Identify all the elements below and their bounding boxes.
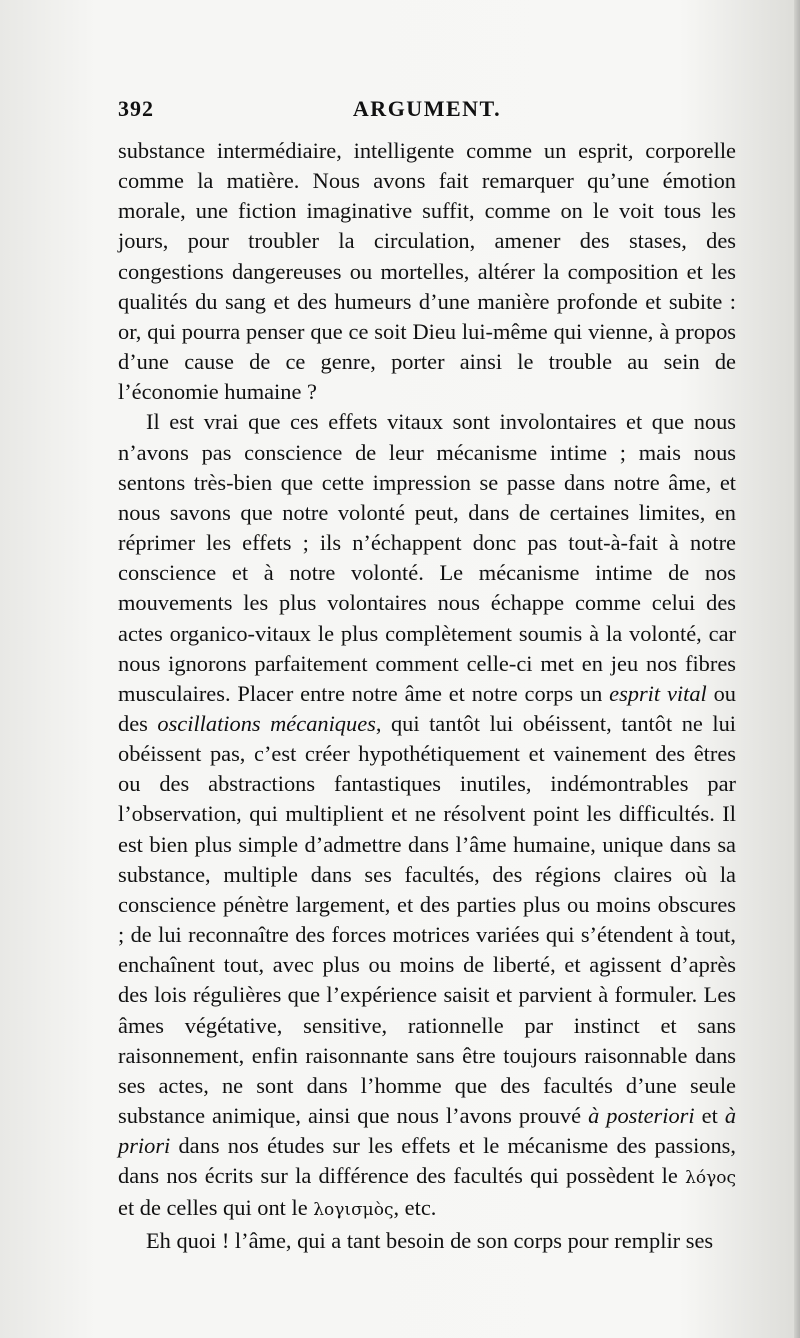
text-run: dans nos études sur les effets et le mécanisme des passions, dans nos écrits sur la différence des facultés qui possèdent le <box>118 1133 736 1189</box>
page-header <box>118 96 736 136</box>
paragraph-effets-vitaux <box>118 407 736 1225</box>
text-run: Il est vrai que ces effets vitaux sont involontaires et que nous n’avons pas conscience de leur mécanisme intime ; mais nous sentons très-bien que cette impression se passe dans notre âme, et nous savons que notre volonté peut, dans de certaines limites, en réprimer les effets ; ils n’échappent donc pas tout-à-fait à notre conscience et à notre volonté. Le mécanisme intime de nos mouvements les plus volontaires nous échappe comme celui des actes organico-vitaux le plus complètement soumis à la volonté, car nous ignorons parfaitement comment celle-ci met en jeu nos fibres musculaires. Placer entre notre âme et notre corps un <box>118 409 736 706</box>
italic-esprit-vital: esprit vital <box>609 680 707 706</box>
page-edge-shadow <box>794 0 800 1338</box>
body-text <box>118 136 736 1256</box>
greek-logismos: λογισμὸς <box>313 1200 394 1221</box>
text-run: , qui tantôt lui obéissent, tantôt ne lui obéissent pas, c’est créer hypothétiquement et vainement des êtres ou des abstractions fantastiques inutiles, indémontrables par l’observation, qui multiplient et ne résolvent point les difficultés. Il est bien plus simple d’admettre dans l’âme humaine, unique dans sa substance, multiple dans ses facultés, des régions claires où la conscience pénètre largement, et des parties plus ou moins obscures ; de lui reconnaître des forces motrices variées qui s’étendent à tout, enchaînent tout, avec plus ou moins de liberté, et agissent d’après des lois régulières que l’expérience saisit et parvient à formuler. Les âmes végétative, sensitive, rationnelle par instinct et sans raisonnement, enfin raisonnante sans être toujours raisonnable dans ses actes, ne sont dans l’homme que des facultés d’une seule substance animique, ainsi que nous l’avons prouvé <box>118 710 736 1128</box>
greek-logos: λόγος <box>685 1168 736 1189</box>
italic-a-priori: à priori <box>118 1103 737 1159</box>
running-title: ARGUMENT. <box>352 96 502 121</box>
text-run: ou des <box>118 680 736 736</box>
paragraph-eh-quoi: Eh quoi ! l’âme, qui a tant besoin de son corps pour remplir ses <box>146 1227 714 1253</box>
text-run: et de celles qui ont le <box>118 1195 314 1221</box>
book-page <box>118 96 736 1256</box>
page-number: 392 <box>118 96 154 121</box>
text-run: et <box>694 1103 725 1128</box>
text-run: , etc. <box>393 1195 437 1221</box>
italic-oscillations: oscillations mécaniques <box>157 710 376 736</box>
paragraph-continuation: substance intermédiaire, intelligente comme un esprit, corporelle comme la matière. Nous avons fait remarquer qu’une émotion morale, une fiction imaginative suffit, comme on le voit tous les jours, pour troubler la circulation, amener des stases, des congestions dangereuses ou mortelles, altérer la composition et les qualités du sang et des humeurs d’une manière profonde et subite : or, qui pourra penser que ce soit Dieu lui-même qui vienne, à propos d’une cause de ce genre, porter ainsi le trouble au sein de l’économie humaine ? <box>118 138 736 405</box>
italic-a-posteriori: à posteriori <box>588 1103 695 1128</box>
